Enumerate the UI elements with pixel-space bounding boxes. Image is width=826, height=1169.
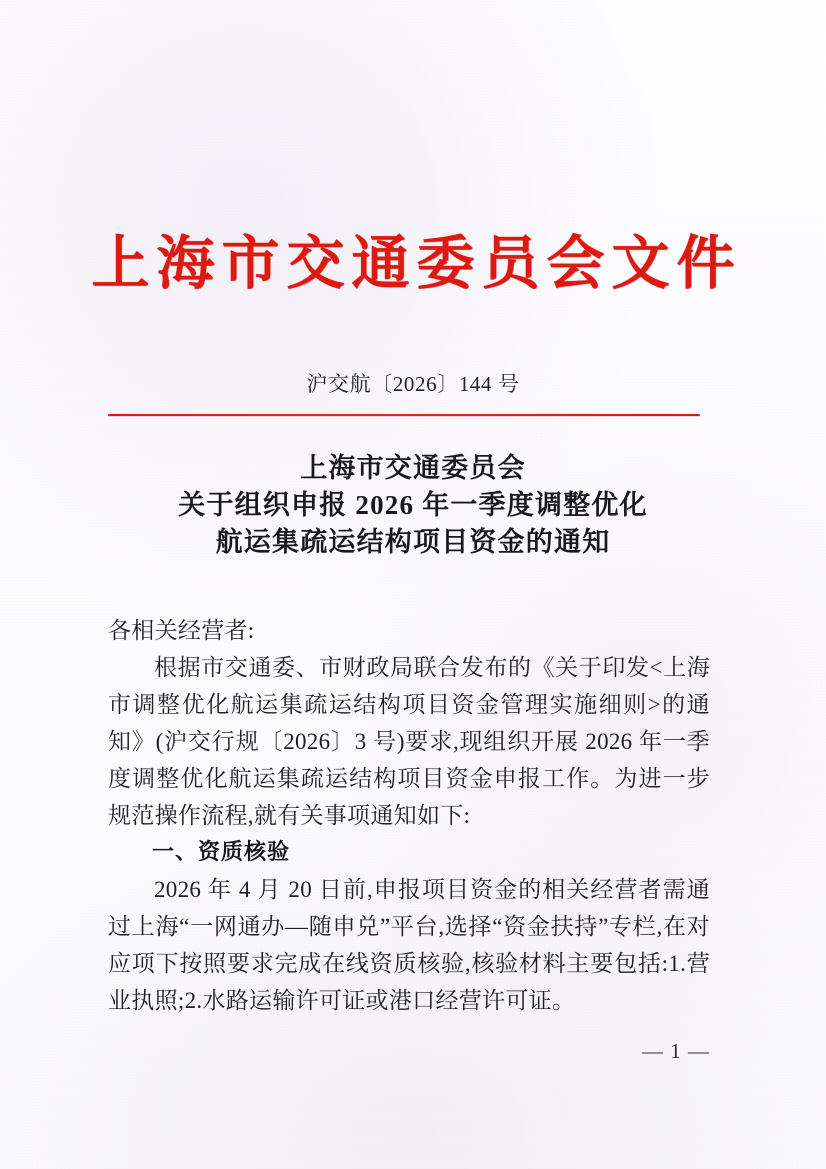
- document-body: [108, 612, 710, 1019]
- title-line-2: 关于组织申报 2026 年一季度调整优化: [178, 490, 648, 520]
- title-line-3: 航运集疏运结构项目资金的通知: [215, 527, 611, 557]
- document-masthead: 上海市交通委员会文件: [91, 231, 742, 296]
- red-separator-rule: [108, 414, 700, 416]
- document-title-block: [0, 450, 826, 561]
- salutation: 各相关经营者:: [108, 618, 255, 643]
- section-heading-1: 一、资质核验: [152, 840, 291, 865]
- document-serial-number: 沪交航〔2026〕144 号: [306, 372, 520, 396]
- body-paragraph-1: 根据市交通委、市财政局联合发布的《关于印发<上海市调整优化航运集疏运结构项目资金管理实施细则>的通知》(沪交行规〔2026〕3 号)要求,现组织开展 2026 年一季度调整优化航运集疏运结构项目资金申报工作。为进一步规范操作流程,就有关事项通知如下:: [108, 655, 710, 828]
- page-number: — 1 —: [642, 1039, 710, 1063]
- section-body-1: 2026 年 4 月 20 日前,申报项目资金的相关经营者需通过上海“一网通办—随申兑”平台,选择“资金扶持”专栏,在对应项下按照要求完成在线资质核验,核验材料主要包括:1.营业执照;2.水路运输许可证或港口经营许可证。: [108, 877, 710, 1013]
- title-line-1: 上海市交通委员会: [300, 453, 526, 483]
